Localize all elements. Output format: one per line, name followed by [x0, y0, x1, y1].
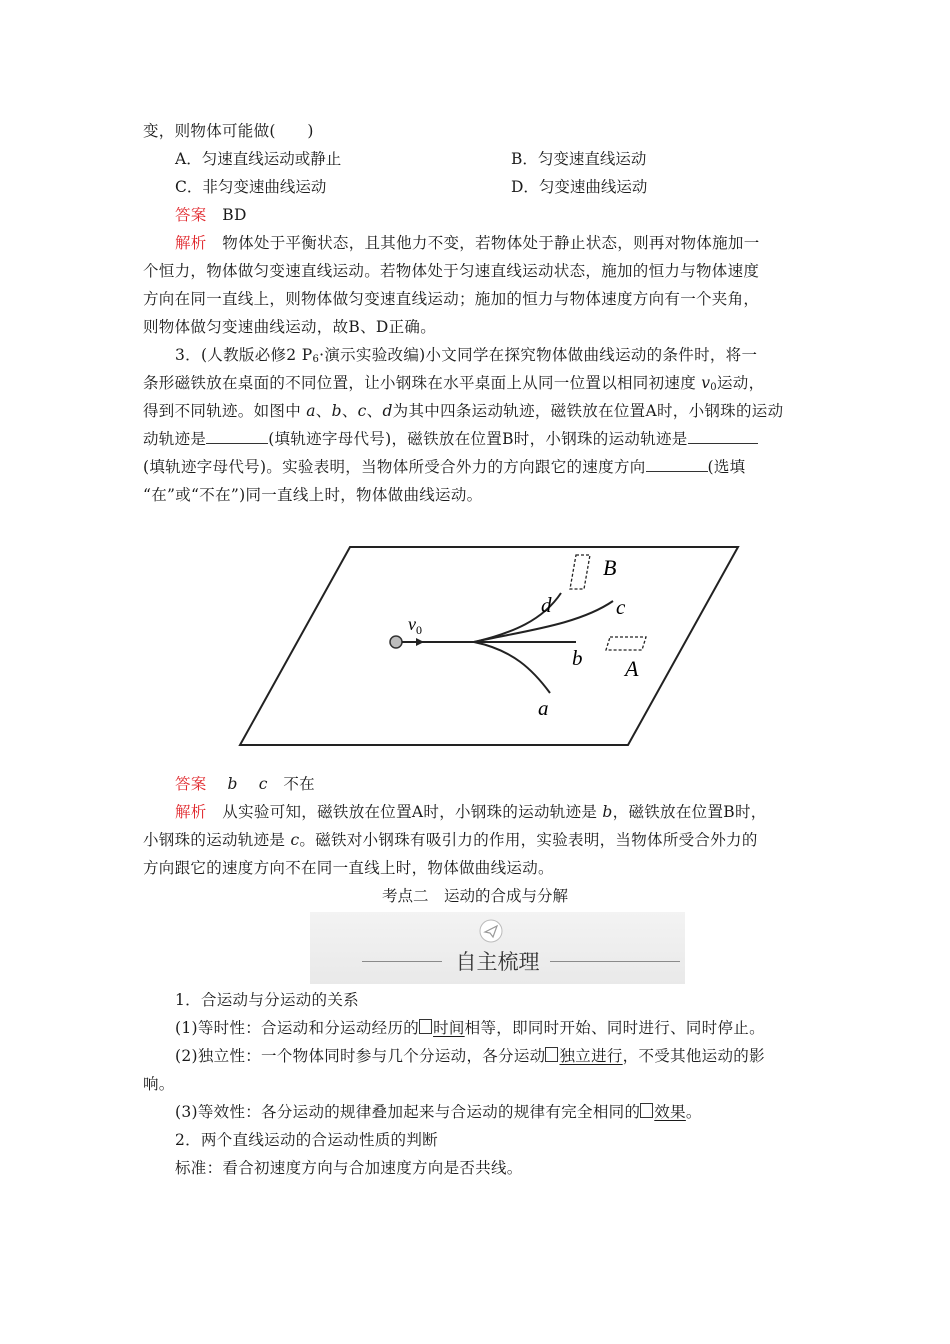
analysis-line — [175, 230, 808, 256]
analysis-label: 解析 — [175, 803, 207, 821]
analysis-label: 解析 — [175, 234, 207, 252]
checkbox-icon — [419, 1019, 432, 1034]
analysis-line: 小钢珠的运动轨迹是 c。磁铁对小钢珠有吸引力的作用，实验表明，当物体所受合外力的 — [143, 831, 758, 849]
banner-title: 自主梳理 — [455, 950, 540, 974]
option-a: A．匀速直线运动或静止 — [175, 150, 342, 168]
question-3-line: 条形磁铁放在桌面的不同位置，让小钢珠在水平桌面上从同一位置以相同初速度 $v_0$运动， — [143, 374, 765, 393]
question-3-line: (填轨迹字母代号)。实验表明，当物体所受合外力的方向跟它的速度方向 (选填 — [143, 458, 746, 476]
answer-label: 答案 — [175, 775, 207, 793]
heading-2: 2．两个直线运动的合运动性质的判断 — [175, 1131, 438, 1149]
option-c: C．非匀变速曲线运动 — [175, 178, 327, 196]
question-3-line: 3．(人教版必修2 $P_6\cdot$演示实验改编)小文同学在探究物体做曲线运动的条件时，将一 — [175, 346, 758, 365]
analysis-line: 个恒力，物体做匀变速直线运动。若物体处于匀速直线运动状态，施加的恒力与物体速度 — [143, 262, 760, 280]
label-d: d — [541, 593, 552, 617]
fill-blank-1[interactable] — [206, 429, 268, 444]
question-3-line: “在”或“不在”)同一直线上时，物体做曲线运动。 — [143, 486, 483, 504]
label-B: B — [603, 555, 617, 580]
label-a: a — [538, 696, 549, 720]
option-b: B．匀变速直线运动 — [511, 150, 647, 168]
paper-plane-icon — [478, 918, 504, 944]
answer-line-q3: 答案 b c 不在 — [175, 775, 315, 793]
section-banner — [310, 912, 685, 984]
answer-line-q2 — [175, 202, 808, 228]
point-2: (2)独立性：一个物体同时参与几个分运动，各分运动 独立进行，不受其他运动的影 — [175, 1047, 765, 1065]
option-d: D．匀变速曲线运动 — [511, 178, 648, 196]
point-2-cont: 响。 — [143, 1075, 175, 1093]
checkbox-icon — [545, 1047, 558, 1062]
fill-blank-3[interactable] — [646, 457, 708, 472]
analysis-line: 则物体做匀变速曲线运动，故B、D正确。 — [143, 318, 437, 336]
question-3-line: 动轨迹是 (填轨迹字母代号)，磁铁放在位置B时，小钢珠的运动轨迹是 — [143, 426, 808, 452]
divider-right — [550, 961, 680, 962]
question-stem-tail: 变，则物体可能做( ) — [143, 122, 314, 140]
analysis-text: 物体处于平衡状态，且其他力不变，若物体处于静止状态，则再对物体施加一 — [222, 234, 760, 252]
fill-blank-2[interactable] — [688, 429, 758, 444]
label-b: b — [572, 646, 583, 670]
section-title: 考点二 运动的合成与分解 — [381, 887, 568, 905]
heading-1: 1．合运动与分运动的关系 — [175, 991, 359, 1009]
steel-ball — [390, 636, 402, 648]
analysis-line: 方向跟它的速度方向不在同一直线上时，物体做曲线运动。 — [143, 859, 554, 877]
v0-label: $v_0$ — [408, 614, 422, 637]
question-3-line: 得到不同轨迹。如图中 a、b、c、d为其中四条运动轨迹，磁铁放在位置A时，小钢珠的运动 — [143, 402, 784, 420]
criterion: 标准：看合初速度方向与合加速度方向是否共线。 — [175, 1159, 523, 1177]
label-A: A — [625, 656, 639, 681]
point-1: (1)等时性：合运动和分运动经历的 时间相等，即同时开始、同时进行、同时停止。 — [175, 1019, 765, 1037]
point-3: (3)等效性：各分运动的规律叠加起来与合运动的规律有完全相同的 效果。 — [175, 1103, 702, 1121]
label-c: c — [616, 595, 626, 619]
analysis-line: 方向在同一直线上，则物体做匀变速直线运动；施加的恒力与物体速度方向有一个夹角， — [143, 290, 760, 308]
trajectory-figure — [228, 515, 760, 768]
analysis-line: 解析 从实验可知，磁铁放在位置A时，小钢珠的运动轨迹是 b，磁铁放在位置B时， — [175, 803, 767, 821]
answer-label: 答案 — [175, 206, 207, 224]
checkbox-icon — [640, 1103, 653, 1118]
answer-value: BD — [222, 206, 247, 224]
